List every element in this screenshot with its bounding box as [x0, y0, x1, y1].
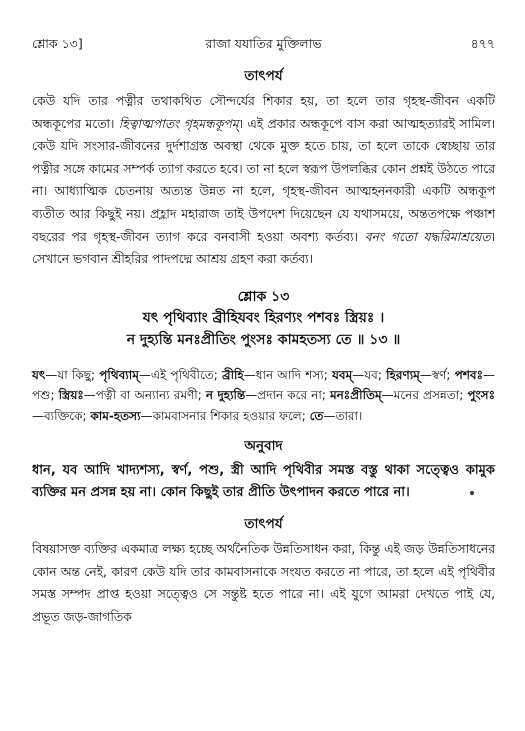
- synonym-meaning: —মনের প্রসন্নতা;: [381, 388, 468, 403]
- synonym-term: পশবঃ: [454, 367, 483, 382]
- purport-text: কেউ যদি তার পত্নীর তথাকথিত সৌন্দর্যের শিকার হয়, তা হলে তার গৃহস্থ-জীবন একটি অন্ধকূপের মতো।: [32, 94, 495, 131]
- verse-title: শ্লোক ১৩: [237, 288, 290, 305]
- purport-text: । সেখানে ভগবান শ্রীহরির পাদপদ্মে আশ্রয় গ্রহণ করা কর্তব্য।: [32, 229, 495, 267]
- purport-heading-2: তাৎপর্য: [244, 516, 283, 533]
- synonym-meaning: —এই পৃথিবীতে;: [138, 367, 223, 382]
- header-verse-ref: শ্লোক ১৩]: [32, 36, 83, 51]
- synonym-meaning: —প্রদান করে না;: [245, 388, 330, 403]
- synonym-term: কাম-হতস্য: [90, 408, 141, 423]
- synonym-term: হিরণ্যম্: [386, 367, 420, 382]
- synonym-meaning: —পশু;: [32, 367, 495, 403]
- verse-line-1: যৎ পৃথিব্যাং ব্রীহিযবং হিরণ্যং পশবঃ স্ত্রিয়ঃ ।: [142, 309, 385, 326]
- synonym-meaning: —যব;: [352, 367, 387, 382]
- synonym-term: ন দুহ্যন্তি: [205, 388, 246, 403]
- page-number: ৪৭৭: [470, 36, 495, 51]
- synonym-meaning: —পত্নী বা অন্যান্য রমণী;: [83, 388, 206, 403]
- synonym-term: যবম্: [332, 367, 353, 382]
- page-body: [32, 66, 495, 629]
- synonym-term: তে: [309, 408, 324, 423]
- stray-dot-mark: [470, 491, 474, 495]
- synonym-meaning: —তারা।: [323, 408, 363, 423]
- synonym-term: পুংসঃ: [467, 388, 496, 403]
- purport-quote: বনং গতো যদ্ধরিমাশ্রয়েত: [364, 229, 491, 244]
- translation-body: ধান, যব আদি খাদ্যশস্য, স্বর্ণ, পশু, স্ত্রী আদি পৃথিবীর সমস্ত বস্তু থাকা সত্ত্বেও কামুক ব্যক্তির মন প্রসন্ন হয় না। কোন কিছুই তার প্রীতি উৎপাদন করতে পারে না।: [32, 463, 495, 501]
- verse-line-2: ন দুহ্যন্তি মনঃপ্রীতিং পুংসঃ কামহতস্য তে ॥ ১৩ ॥: [126, 331, 401, 348]
- synonym-term: যৎ: [32, 367, 46, 382]
- translation-heading: অনুবাদ: [244, 438, 283, 455]
- running-header: [32, 36, 495, 54]
- header-chapter-title: রাজা যযাতির মুক্তিলাভ: [205, 36, 322, 51]
- synonym-meaning: —স্বর্ণ;: [419, 367, 455, 382]
- word-meanings: [32, 365, 495, 427]
- synonym-meaning: —কামবাসনার শিকার হওয়ার ফলে;: [140, 408, 310, 423]
- translation-text: [32, 460, 495, 504]
- synonym-term: মনঃপ্রীতিম্: [329, 388, 382, 403]
- synonym-meaning: —ধান আদি শস্য;: [243, 367, 332, 382]
- synonym-meaning: —ব্যক্তিকে;: [32, 408, 91, 423]
- synonym-term: ব্রীহি: [222, 367, 244, 382]
- purport-paragraph: [32, 90, 495, 271]
- purport-paragraph-2: বিষয়াসক্ত ব্যক্তির একমাত্র লক্ষ্য হচ্ছে অর্থনৈতিক উন্নতিসাধন করা, কিন্তু এই জড় উন্নতিসাধনের কোন অন্ত নেই, কারণ কেউ যদি তার কামবাসনাকে সংযত করতে না পারে, তা হলে এই পৃথিবীর সমস্ত সম্পদ প্রাপ্ত হওয়া সত্ত্বেও সে সন্তুষ্ট হতে পারে না। এই যুগে আমরা দেখতে পাই যে, প্রভূত জড়-জাগতিক: [32, 542, 495, 625]
- purport-text: । এই প্রকার অন্ধকূপে বাস করা আত্মহত্যারই সামিল। কেউ যদি সংসার-জীবনের দুর্দশাগ্রস্ত অবস্থা থেকে মুক্ত হতে চায়, তা হলে তাকে স্বেচ্ছায় তার পত্নীর সঙ্গে কামের সম্পর্ক ত্যাগ করতে হবে। তা না হলে স্বরূপ উপলব্ধির কোন প্রশ্নই উঠতে পারে না। আধ্যাত্মিক চেতনায় অত্যন্ত উন্নত না হলে, গৃহস্থ-জীবন আত্মহননকারী একটি অন্ধকূপ ব্যতীত আর কিছুই নয়। প্রহ্লাদ মহারাজ তাই উপদেশ দিয়েছেন যে যথাসময়ে, অন্ততপক্ষে পঞ্চাশ বছরের পর গৃহস্থ-জীবন ত্যাগ করে বনবাসী হওয়া অবশ্য কর্তব্য।: [32, 116, 495, 244]
- synonym-term: স্ত্রিয়ঃ: [58, 388, 84, 403]
- purport-heading: তাৎপর্য: [244, 68, 283, 84]
- synonym-meaning: —যা কিছু;: [45, 367, 100, 382]
- synonym-term: পৃথিব্যাম্: [99, 367, 139, 382]
- purport-quote: হিত্বাত্মপাতং গৃহমন্ধকূপম্: [118, 116, 239, 131]
